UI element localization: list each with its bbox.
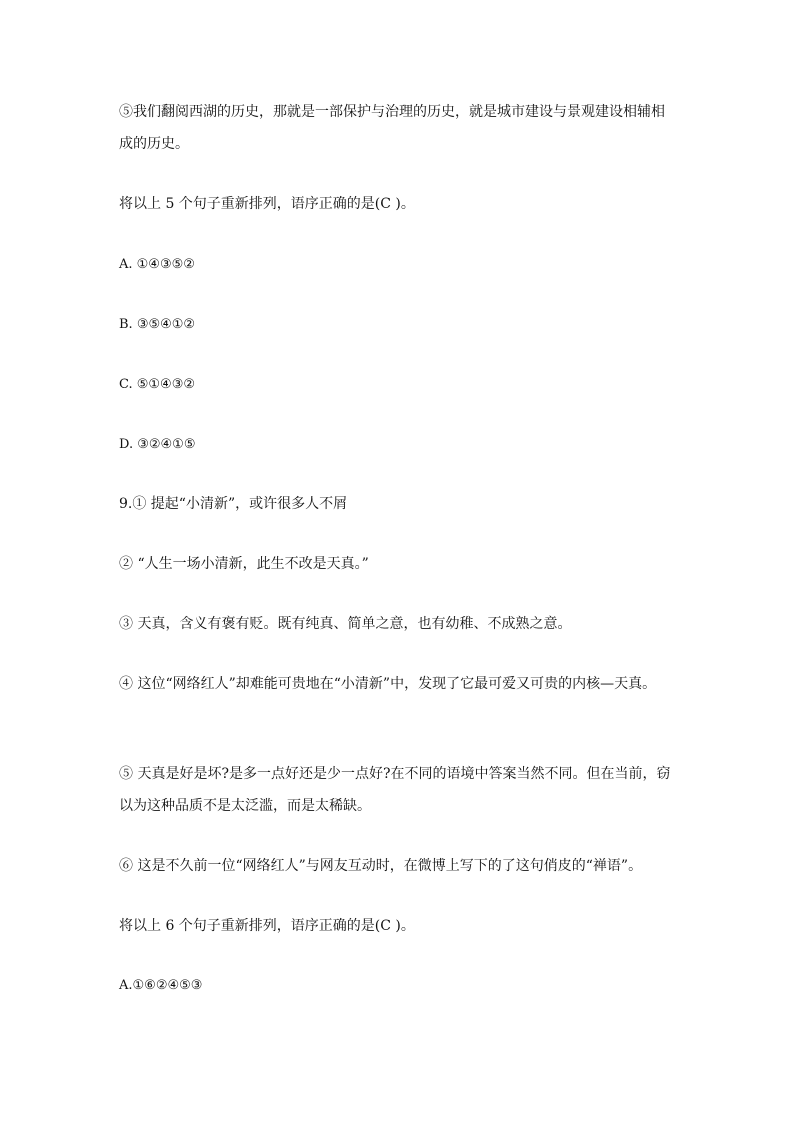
q9-sentence-2: ② “人生一场小清新，此生不改是天真。” [119, 556, 369, 572]
q9-prompt: 将以上 6 个句子重新排列，语序正确的是(C )。 [119, 918, 415, 934]
q9-sentence-3: ③ 天真，含义有褒有贬。既有纯真、简单之意，也有幼稚、不成熟之意。 [119, 616, 572, 632]
q8-option-d: D. ③②④①⑤ [119, 437, 196, 452]
q8-prompt: 将以上 5 个句子重新排列，语序正确的是(C )。 [119, 196, 415, 212]
q9-sentence-6: ⑥ 这是不久前一位“网络红人”与网友互动时，在微博上写下的了这句俏皮的“禅语”。 [119, 858, 643, 874]
q9-sentence-5-line-2: 以为这种品质不是太泛滥，而是太稀缺。 [119, 798, 371, 814]
q9-option-a: A.①⑥②④⑤③ [119, 978, 203, 993]
q9-sentence-1: 9.① 提起“小清新”，或许很多人不屑 [119, 496, 348, 512]
q8-option-a: A. ①④③⑤② [119, 257, 195, 272]
q8-option-b: B. ③⑤④①② [119, 317, 196, 332]
q8-sentence-5-line-2: 成的历史。 [119, 136, 189, 152]
q8-option-c: C. ⑤①④③② [119, 377, 196, 392]
q9-sentence-5-line-1: ⑤ 天真是好是坏?是多一点好还是少一点好?在不同的语境中答案当然不同。但在当前，窃 [119, 766, 671, 782]
q8-sentence-5-line-1: ⑤我们翻阅西湖的历史，那就是一部保护与治理的历史，就是城市建设与景观建设相辅相 [119, 104, 665, 120]
q9-sentence-4: ④ 这位“网络红人”却难能可贵地在“小清新”中，发现了它最可爱又可贵的内核—天真。 [119, 676, 657, 692]
